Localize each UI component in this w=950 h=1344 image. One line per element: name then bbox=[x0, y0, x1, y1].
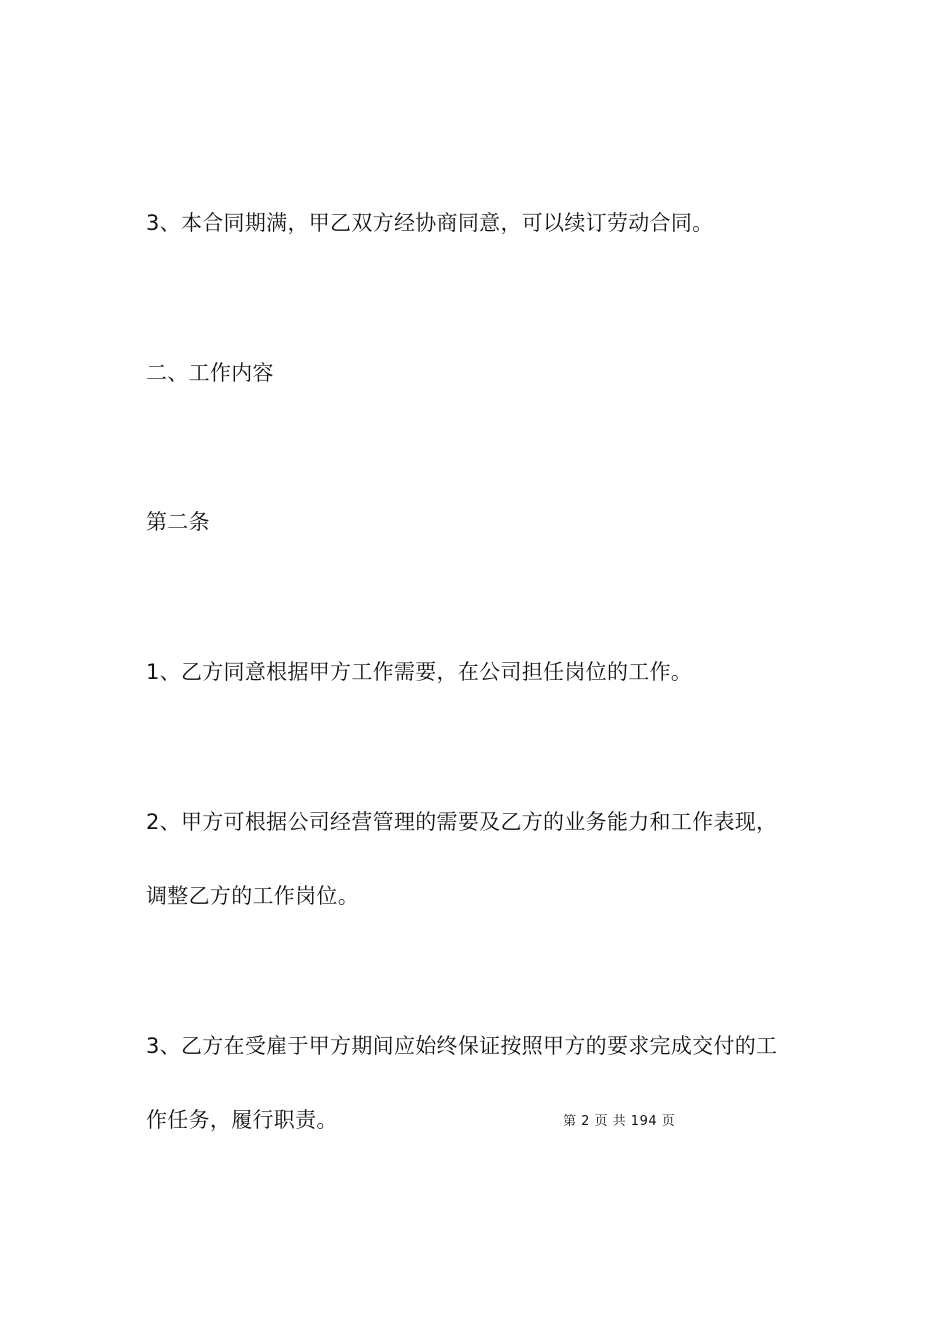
page-number-footer: 第 2 页 共 194 页 bbox=[563, 1114, 676, 1129]
paragraph-duties-line1: 3、乙方在受雇于甲方期间应始终保证按照甲方的要求完成交付的工 bbox=[146, 1034, 778, 1058]
paragraph-contract-renewal: 3、本合同期满，甲乙双方经协商同意，可以续订劳动合同。 bbox=[146, 211, 714, 235]
paragraph-position-adjustment-line2: 调整乙方的工作岗位。 bbox=[146, 884, 359, 908]
paragraph-position-agreement: 1、乙方同意根据甲方工作需要，在公司担任岗位的工作。 bbox=[146, 660, 693, 684]
section-heading-work-content: 二、工作内容 bbox=[146, 361, 274, 385]
paragraph-position-adjustment-line1: 2、甲方可根据公司经营管理的需要及乙方的业务能力和工作表现， bbox=[146, 810, 778, 834]
article-heading-second: 第二条 bbox=[146, 510, 210, 534]
paragraph-duties-line2: 作任务，履行职责。 bbox=[146, 1108, 338, 1132]
